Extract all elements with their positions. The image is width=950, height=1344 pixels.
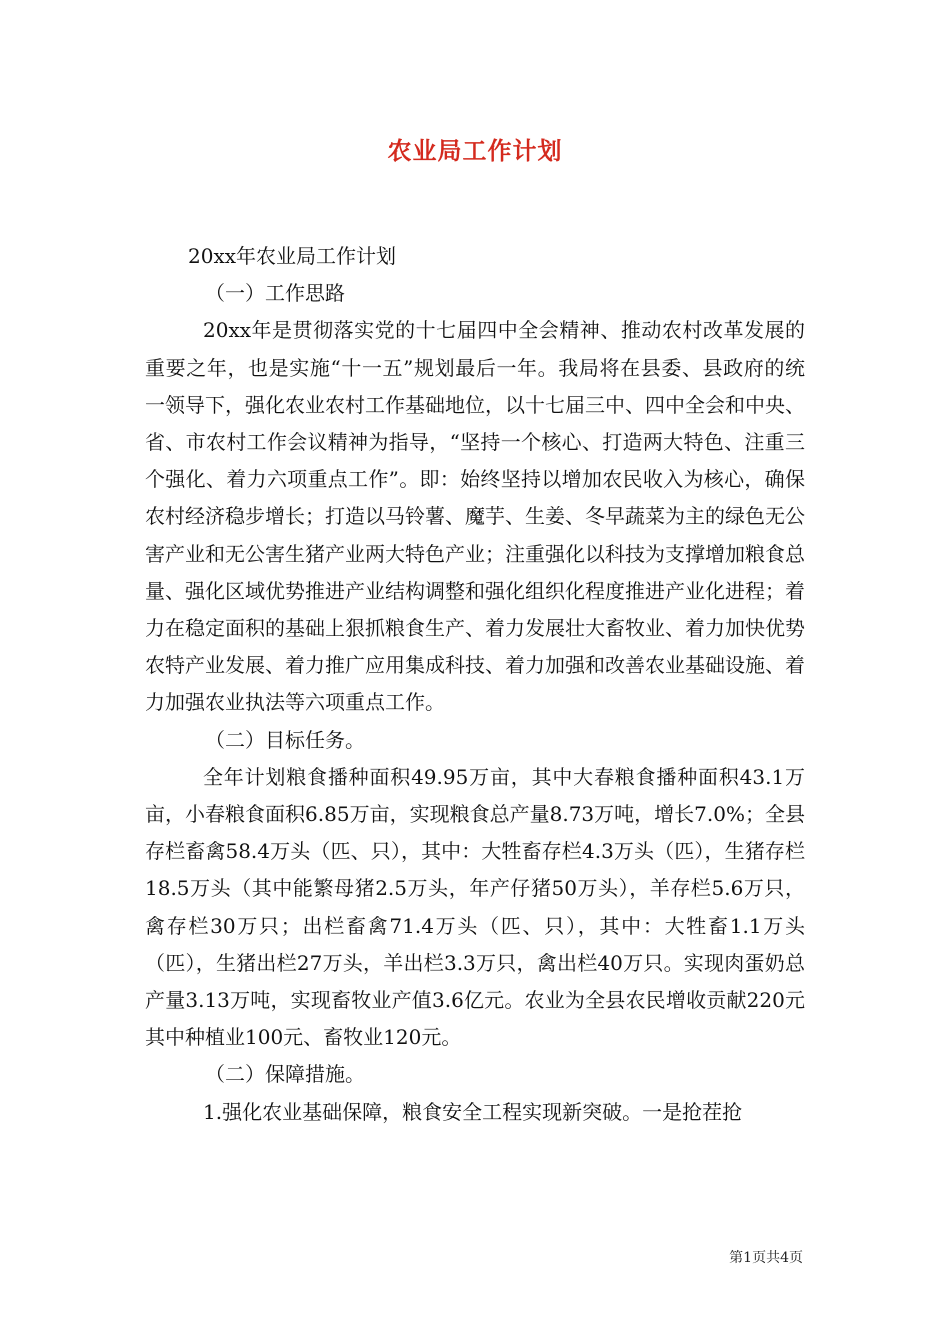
- page-footer: 第1页共4页: [729, 1250, 803, 1266]
- paragraph-measures: 1.强化农业基础保障，粮食安全工程实现新突破。一是抢茬抢: [203, 1099, 743, 1124]
- document-body: [145, 238, 805, 1131]
- section-heading-thinking: （一）工作思路: [205, 281, 345, 306]
- paragraph-heading: 20xx年农业局工作计划: [188, 244, 397, 268]
- section-heading-goals: （二）目标任务。: [205, 727, 365, 752]
- page-title: 农业局工作计划: [387, 136, 563, 165]
- section-heading-measures: （二）保障措施。: [205, 1062, 365, 1087]
- paragraph-goals: 全年计划粮食播种面积49.95万亩，其中大春粮食播种面积43.1万亩，小春粮食面积6.85万亩，实现粮食总产量8.73万吨，增长7.0%；全县存栏畜禽58.4万头（匹、只），其中：大牲畜存栏4.3万头（匹），生猪存栏18.5万头（其中能繁母猪2.5万头，年产仔猪50万头），羊存栏5.6万只，禽存栏30万只；出栏畜禽71.4万头（匹、只），其中：大牲畜1.1万头（匹），生猪出栏27万头，羊出栏3.3万只，禽出栏40万只。实现肉蛋奶总产量3.13万吨，实现畜牧业产值3.6亿元。农业为全县农民增收贡献220元其中种植业100元、畜牧业120元。: [145, 764, 805, 1050]
- paragraph-thinking: 20xx年是贯彻落实党的十七届四中全会精神、推动农村改革发展的重要之年，也是实施“十一五”规划最后一年。我局将在县委、县政府的统一领导下，强化农业农村工作基础地位，以十七届三中、四中全会和中央、省、市农村工作会议精神为指导，“坚持一个核心、打造两大特色、注重三个强化、着力六项重点工作”。即：始终坚持以增加农民收入为核心，确保农村经济稳步增长；打造以马铃薯、魔芋、生姜、冬早蔬菜为主的绿色无公害产业和无公害生猪产业两大特色产业；注重强化以科技为支撑增加粮食总量、强化区域优势推进产业结构调整和强化组织化程度推进产业化进程；着力在稳定面积的基础上狠抓粮食生产、着力发展壮大畜牧业、着力加快优势农特产业发展、着力推广应用集成科技、着力加强和改善农业基础设施、着力加强农业执法等六项重点工作。: [145, 318, 805, 715]
